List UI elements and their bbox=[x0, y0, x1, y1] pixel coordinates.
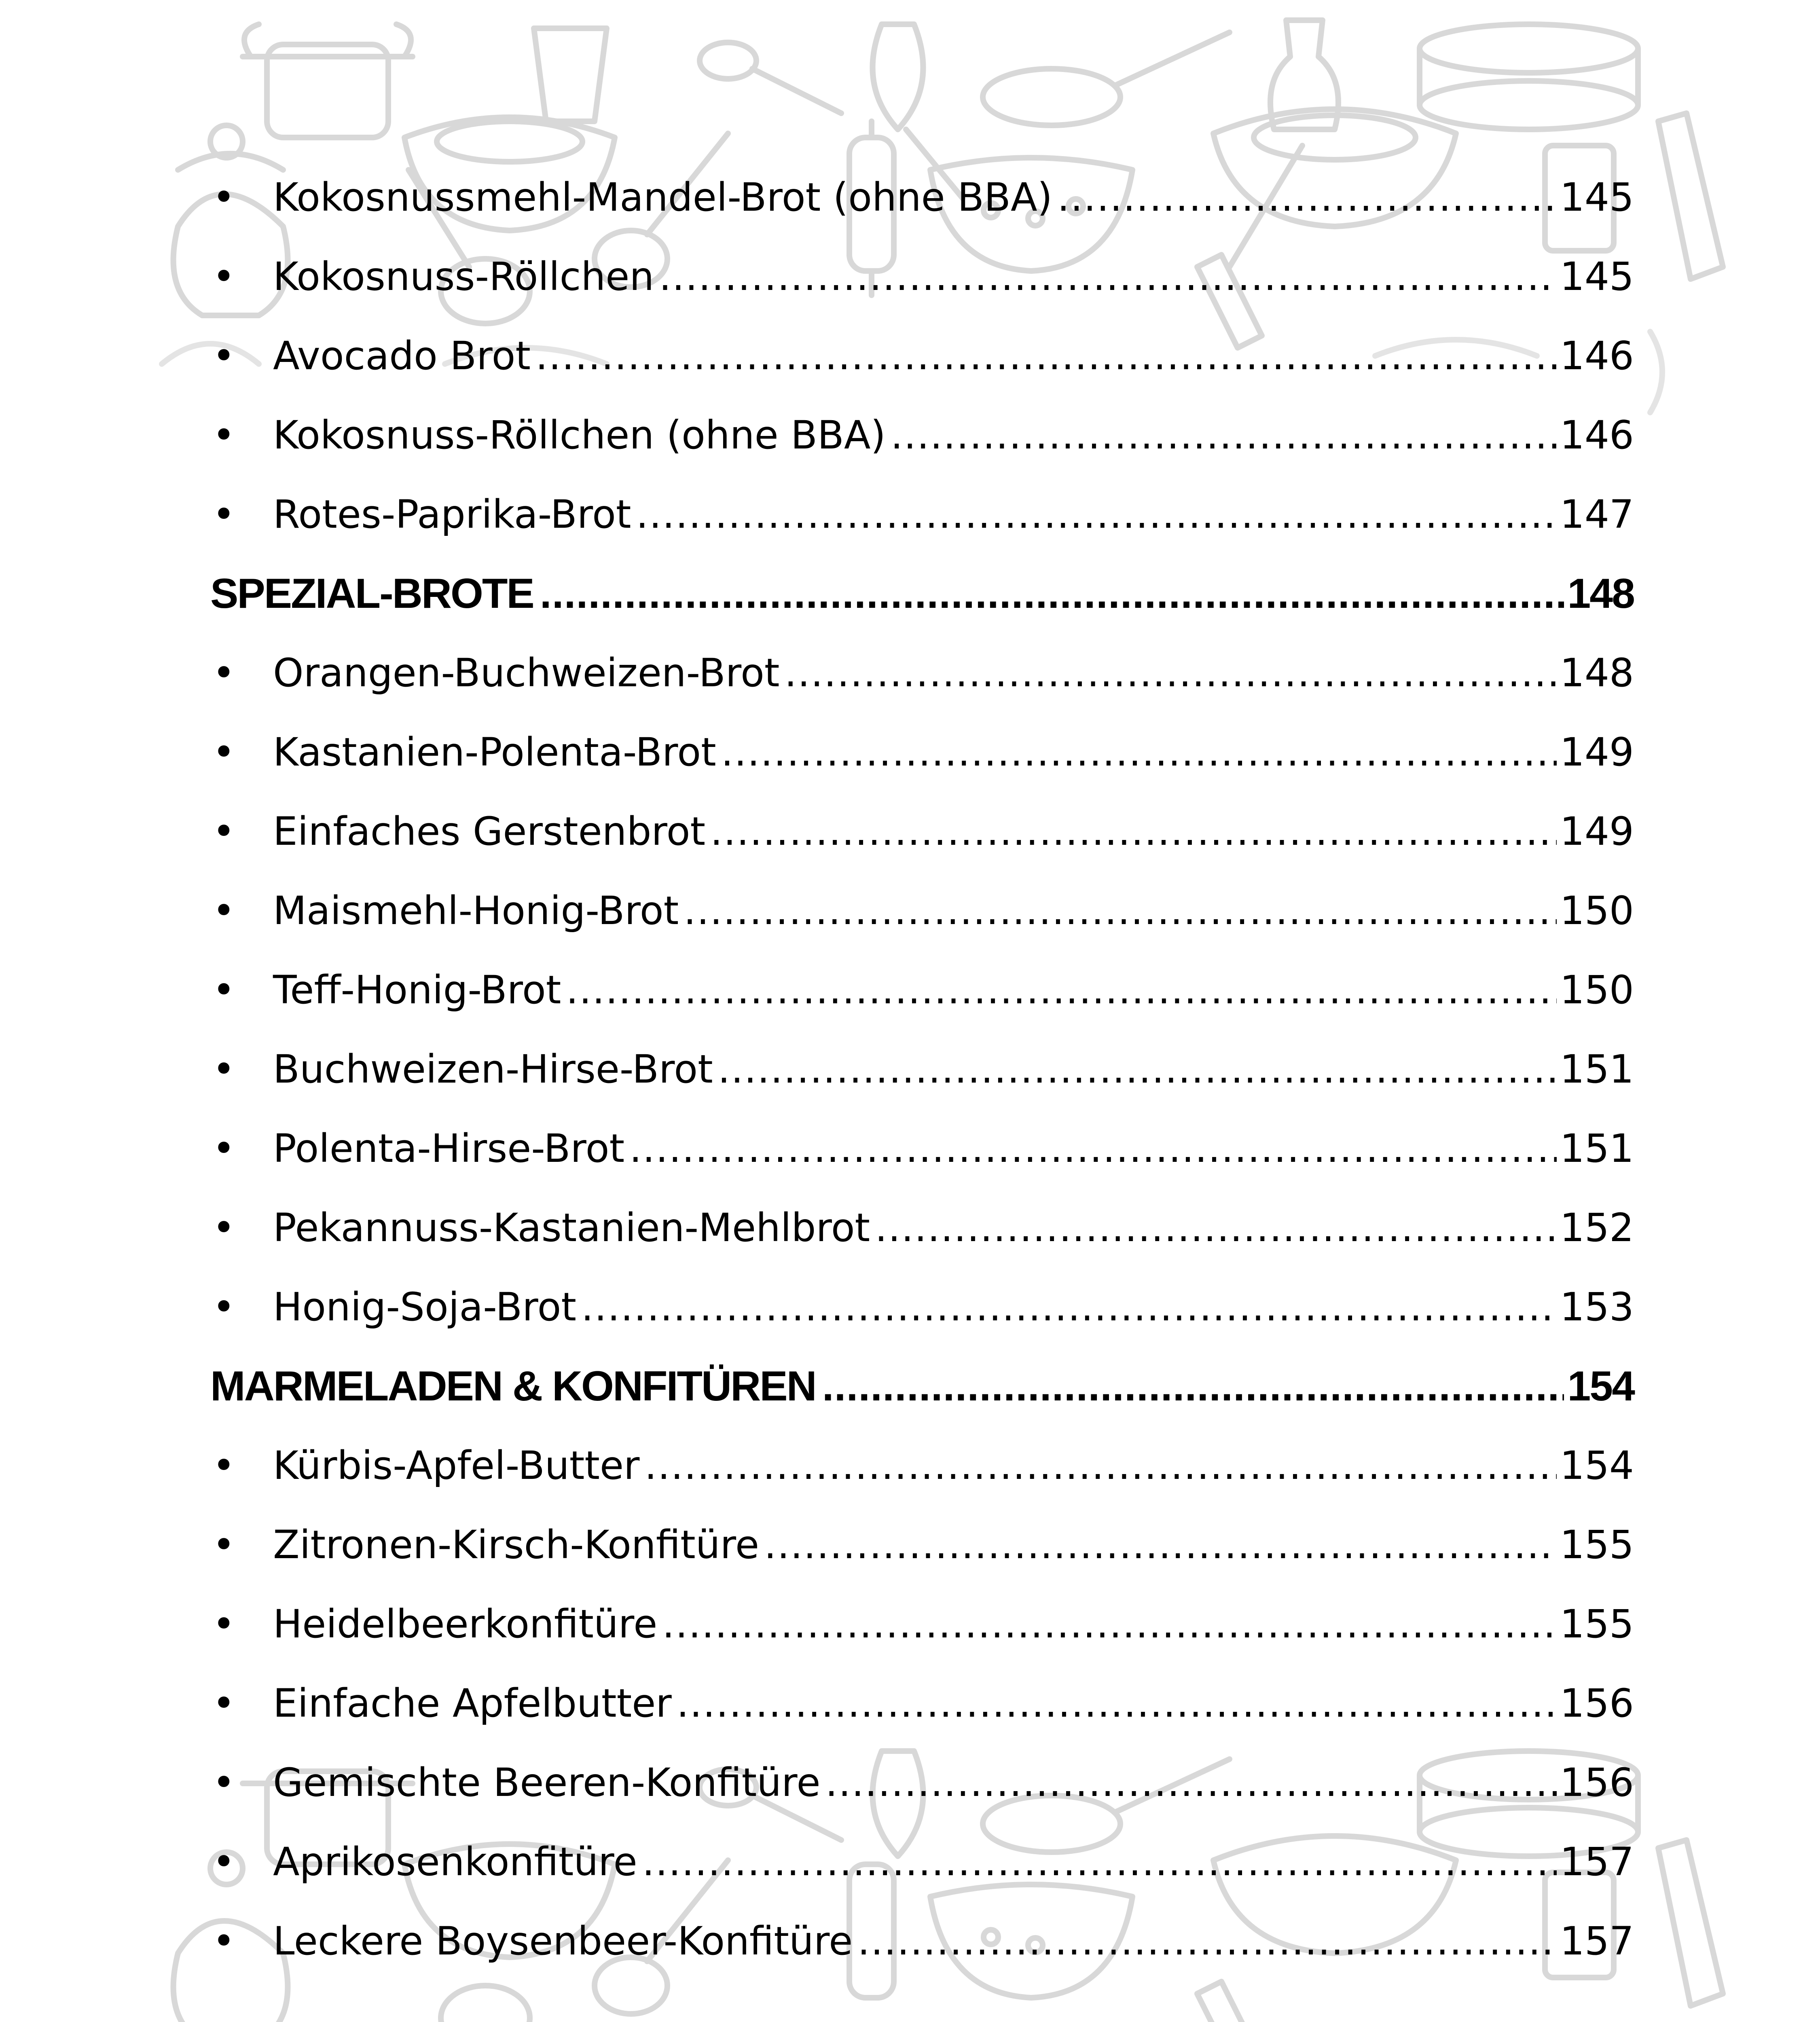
dot-leader bbox=[677, 1684, 1557, 1723]
dot-leader bbox=[566, 971, 1556, 1009]
toc-entry-title: Heidelbeerkonfitüre bbox=[273, 1601, 658, 1647]
toc-entry-title: Gemischte Beeren-Konfitüre bbox=[273, 1760, 821, 1805]
toc-entry[interactable] bbox=[210, 1109, 1634, 1188]
dot-leader bbox=[764, 1525, 1557, 1564]
toc-entry[interactable] bbox=[210, 1584, 1634, 1664]
toc-entry[interactable] bbox=[210, 950, 1634, 1030]
toc-entry-title: Kokosnuss-Röllchen (ohne BBA) bbox=[273, 412, 886, 458]
dot-leader bbox=[535, 336, 1557, 375]
bullet-icon: • bbox=[212, 730, 235, 775]
toc-entry-title: Kürbis-Apfel-Butter bbox=[273, 1443, 640, 1488]
toc-entry[interactable] bbox=[210, 475, 1634, 554]
bullet-icon: • bbox=[212, 809, 235, 854]
dot-leader bbox=[784, 654, 1556, 692]
dot-leader bbox=[718, 1050, 1557, 1089]
toc-section-heading[interactable] bbox=[210, 554, 1634, 633]
dot-leader bbox=[1057, 178, 1557, 217]
table-of-contents bbox=[210, 158, 1634, 1981]
toc-entry-title: Polenta-Hirse-Brot bbox=[273, 1126, 625, 1171]
dot-leader bbox=[659, 257, 1557, 296]
dot-leader bbox=[540, 573, 1564, 615]
toc-page-number: 157 bbox=[1560, 1839, 1634, 1885]
toc-entry[interactable] bbox=[210, 1901, 1634, 1981]
toc-entry-title: SPEZIAL-BROTE bbox=[210, 570, 533, 617]
frying-pan-icon bbox=[983, 32, 1230, 125]
toc-entry-title: MARMELADEN & KONFITÜREN bbox=[210, 1363, 816, 1410]
toc-entry[interactable] bbox=[210, 1505, 1634, 1584]
toc-entry[interactable] bbox=[210, 1188, 1634, 1267]
toc-entry[interactable] bbox=[210, 1267, 1634, 1347]
toc-page-number: 148 bbox=[1560, 650, 1634, 696]
dot-leader bbox=[645, 1446, 1557, 1485]
toc-entry-title: Teff-Honig-Brot bbox=[273, 967, 561, 1013]
toc-page-number: 156 bbox=[1560, 1760, 1634, 1805]
toc-entry-title: Maismehl-Honig-Brot bbox=[273, 888, 679, 933]
toc-page-number: 150 bbox=[1560, 967, 1634, 1013]
dot-leader bbox=[891, 416, 1557, 455]
toc-page-number: 146 bbox=[1560, 333, 1634, 379]
dot-leader bbox=[875, 1208, 1557, 1247]
toc-entry[interactable] bbox=[210, 1743, 1634, 1822]
bullet-icon: • bbox=[212, 967, 235, 1013]
toc-entry-title: Buchweizen-Hirse-Brot bbox=[273, 1047, 713, 1092]
toc-entry[interactable] bbox=[210, 1822, 1634, 1901]
toc-entry[interactable] bbox=[210, 158, 1634, 237]
grater-icon-bottom bbox=[1658, 1840, 1723, 2006]
skimmer-icon-bottom bbox=[441, 1986, 530, 2022]
toc-entry-title: Einfache Apfelbutter bbox=[273, 1681, 672, 1726]
toc-page-number: 154 bbox=[1560, 1443, 1634, 1488]
bullet-icon: • bbox=[212, 175, 235, 220]
bullet-icon: • bbox=[212, 1126, 235, 1171]
toc-page-number: 150 bbox=[1560, 888, 1634, 933]
toc-entry-title: Avocado Brot bbox=[273, 333, 531, 379]
dot-leader bbox=[825, 1763, 1557, 1802]
toc-section-heading[interactable] bbox=[210, 1347, 1634, 1426]
dot-leader bbox=[629, 1129, 1557, 1168]
dot-leader bbox=[642, 1842, 1557, 1881]
toc-entry[interactable] bbox=[210, 792, 1634, 871]
toc-entry-title: Kokosnussmehl-Mandel-Brot (ohne BBA) bbox=[273, 175, 1053, 220]
toc-page-number: 148 bbox=[1567, 570, 1634, 617]
toc-entry[interactable] bbox=[210, 633, 1634, 713]
toc-entry[interactable] bbox=[210, 713, 1634, 792]
bullet-icon: • bbox=[212, 1681, 235, 1726]
toc-entry[interactable] bbox=[210, 237, 1634, 316]
toc-entry-title: Zitronen-Kirsch-Konfitüre bbox=[273, 1522, 760, 1567]
toc-page-number: 154 bbox=[1567, 1363, 1634, 1410]
toc-page-number: 146 bbox=[1560, 412, 1634, 458]
dot-leader bbox=[857, 1922, 1556, 1961]
toc-entry-title: Kastanien-Polenta-Brot bbox=[273, 730, 716, 775]
bullet-icon: • bbox=[212, 1760, 235, 1805]
bullet-icon: • bbox=[212, 1522, 235, 1567]
bullet-icon: • bbox=[212, 1839, 235, 1885]
bullet-icon: • bbox=[212, 1918, 235, 1964]
bullet-icon: • bbox=[212, 1601, 235, 1647]
toc-page-number: 149 bbox=[1560, 809, 1634, 854]
bullet-icon: • bbox=[212, 888, 235, 933]
dot-leader bbox=[581, 1288, 1557, 1326]
dot-leader bbox=[662, 1605, 1557, 1643]
cooking-pot-icon bbox=[243, 24, 413, 137]
cake-ring-icon bbox=[1420, 24, 1638, 129]
toc-entry-title: Leckere Boysenbeer-Konfitüre bbox=[273, 1918, 853, 1964]
bullet-icon: • bbox=[212, 254, 235, 299]
glass-icon bbox=[534, 28, 607, 121]
toc-entry-title: Rotes-Paprika-Brot bbox=[273, 492, 631, 537]
spoon-icon bbox=[700, 42, 841, 113]
toc-page-number: 145 bbox=[1560, 175, 1634, 220]
toc-page-number: 153 bbox=[1560, 1284, 1634, 1330]
dot-leader bbox=[822, 1365, 1564, 1407]
grater-icon bbox=[1658, 113, 1723, 279]
toc-entry-title: Honig-Soja-Brot bbox=[273, 1284, 576, 1330]
spatula-icon-bottom bbox=[1197, 1982, 1262, 2022]
toc-page-number: 157 bbox=[1560, 1918, 1634, 1964]
toc-entry-title: Orangen-Buchweizen-Brot bbox=[273, 650, 780, 696]
toc-page-number: 155 bbox=[1560, 1522, 1634, 1567]
toc-page-number: 156 bbox=[1560, 1681, 1634, 1726]
toc-entry[interactable] bbox=[210, 316, 1634, 396]
dot-leader bbox=[721, 733, 1557, 772]
toc-entry-title: Einfaches Gerstenbrot bbox=[273, 809, 706, 854]
toc-entry[interactable] bbox=[210, 396, 1634, 475]
bullet-icon: • bbox=[212, 492, 235, 537]
toc-page-number: 151 bbox=[1560, 1126, 1634, 1171]
toc-entry[interactable] bbox=[210, 871, 1634, 950]
toc-page-number: 152 bbox=[1560, 1205, 1634, 1250]
toc-entry-title: Kokosnuss-Röllchen bbox=[273, 254, 654, 299]
toc-page-number: 147 bbox=[1560, 492, 1634, 537]
bullet-icon: • bbox=[212, 650, 235, 696]
dot-leader bbox=[684, 891, 1557, 930]
toc-page-number: 155 bbox=[1560, 1601, 1634, 1647]
toc-entry-title: Pekannuss-Kastanien-Mehlbrot bbox=[273, 1205, 870, 1250]
bullet-icon: • bbox=[212, 1284, 235, 1330]
dot-leader bbox=[710, 812, 1557, 851]
toc-page-number: 149 bbox=[1560, 730, 1634, 775]
bullet-icon: • bbox=[212, 1205, 235, 1250]
bullet-icon: • bbox=[212, 333, 235, 379]
toc-entry[interactable] bbox=[210, 1426, 1634, 1505]
bullet-icon: • bbox=[212, 1047, 235, 1092]
toc-page-number: 145 bbox=[1560, 254, 1634, 299]
bullet-icon: • bbox=[212, 412, 235, 458]
bullet-icon: • bbox=[212, 1443, 235, 1488]
toc-entry[interactable] bbox=[210, 1664, 1634, 1743]
dot-leader bbox=[636, 495, 1557, 534]
toc-entry-title: Aprikosenkonfitüre bbox=[273, 1839, 637, 1885]
toc-entry[interactable] bbox=[210, 1030, 1634, 1109]
toc-page-number: 151 bbox=[1560, 1047, 1634, 1092]
